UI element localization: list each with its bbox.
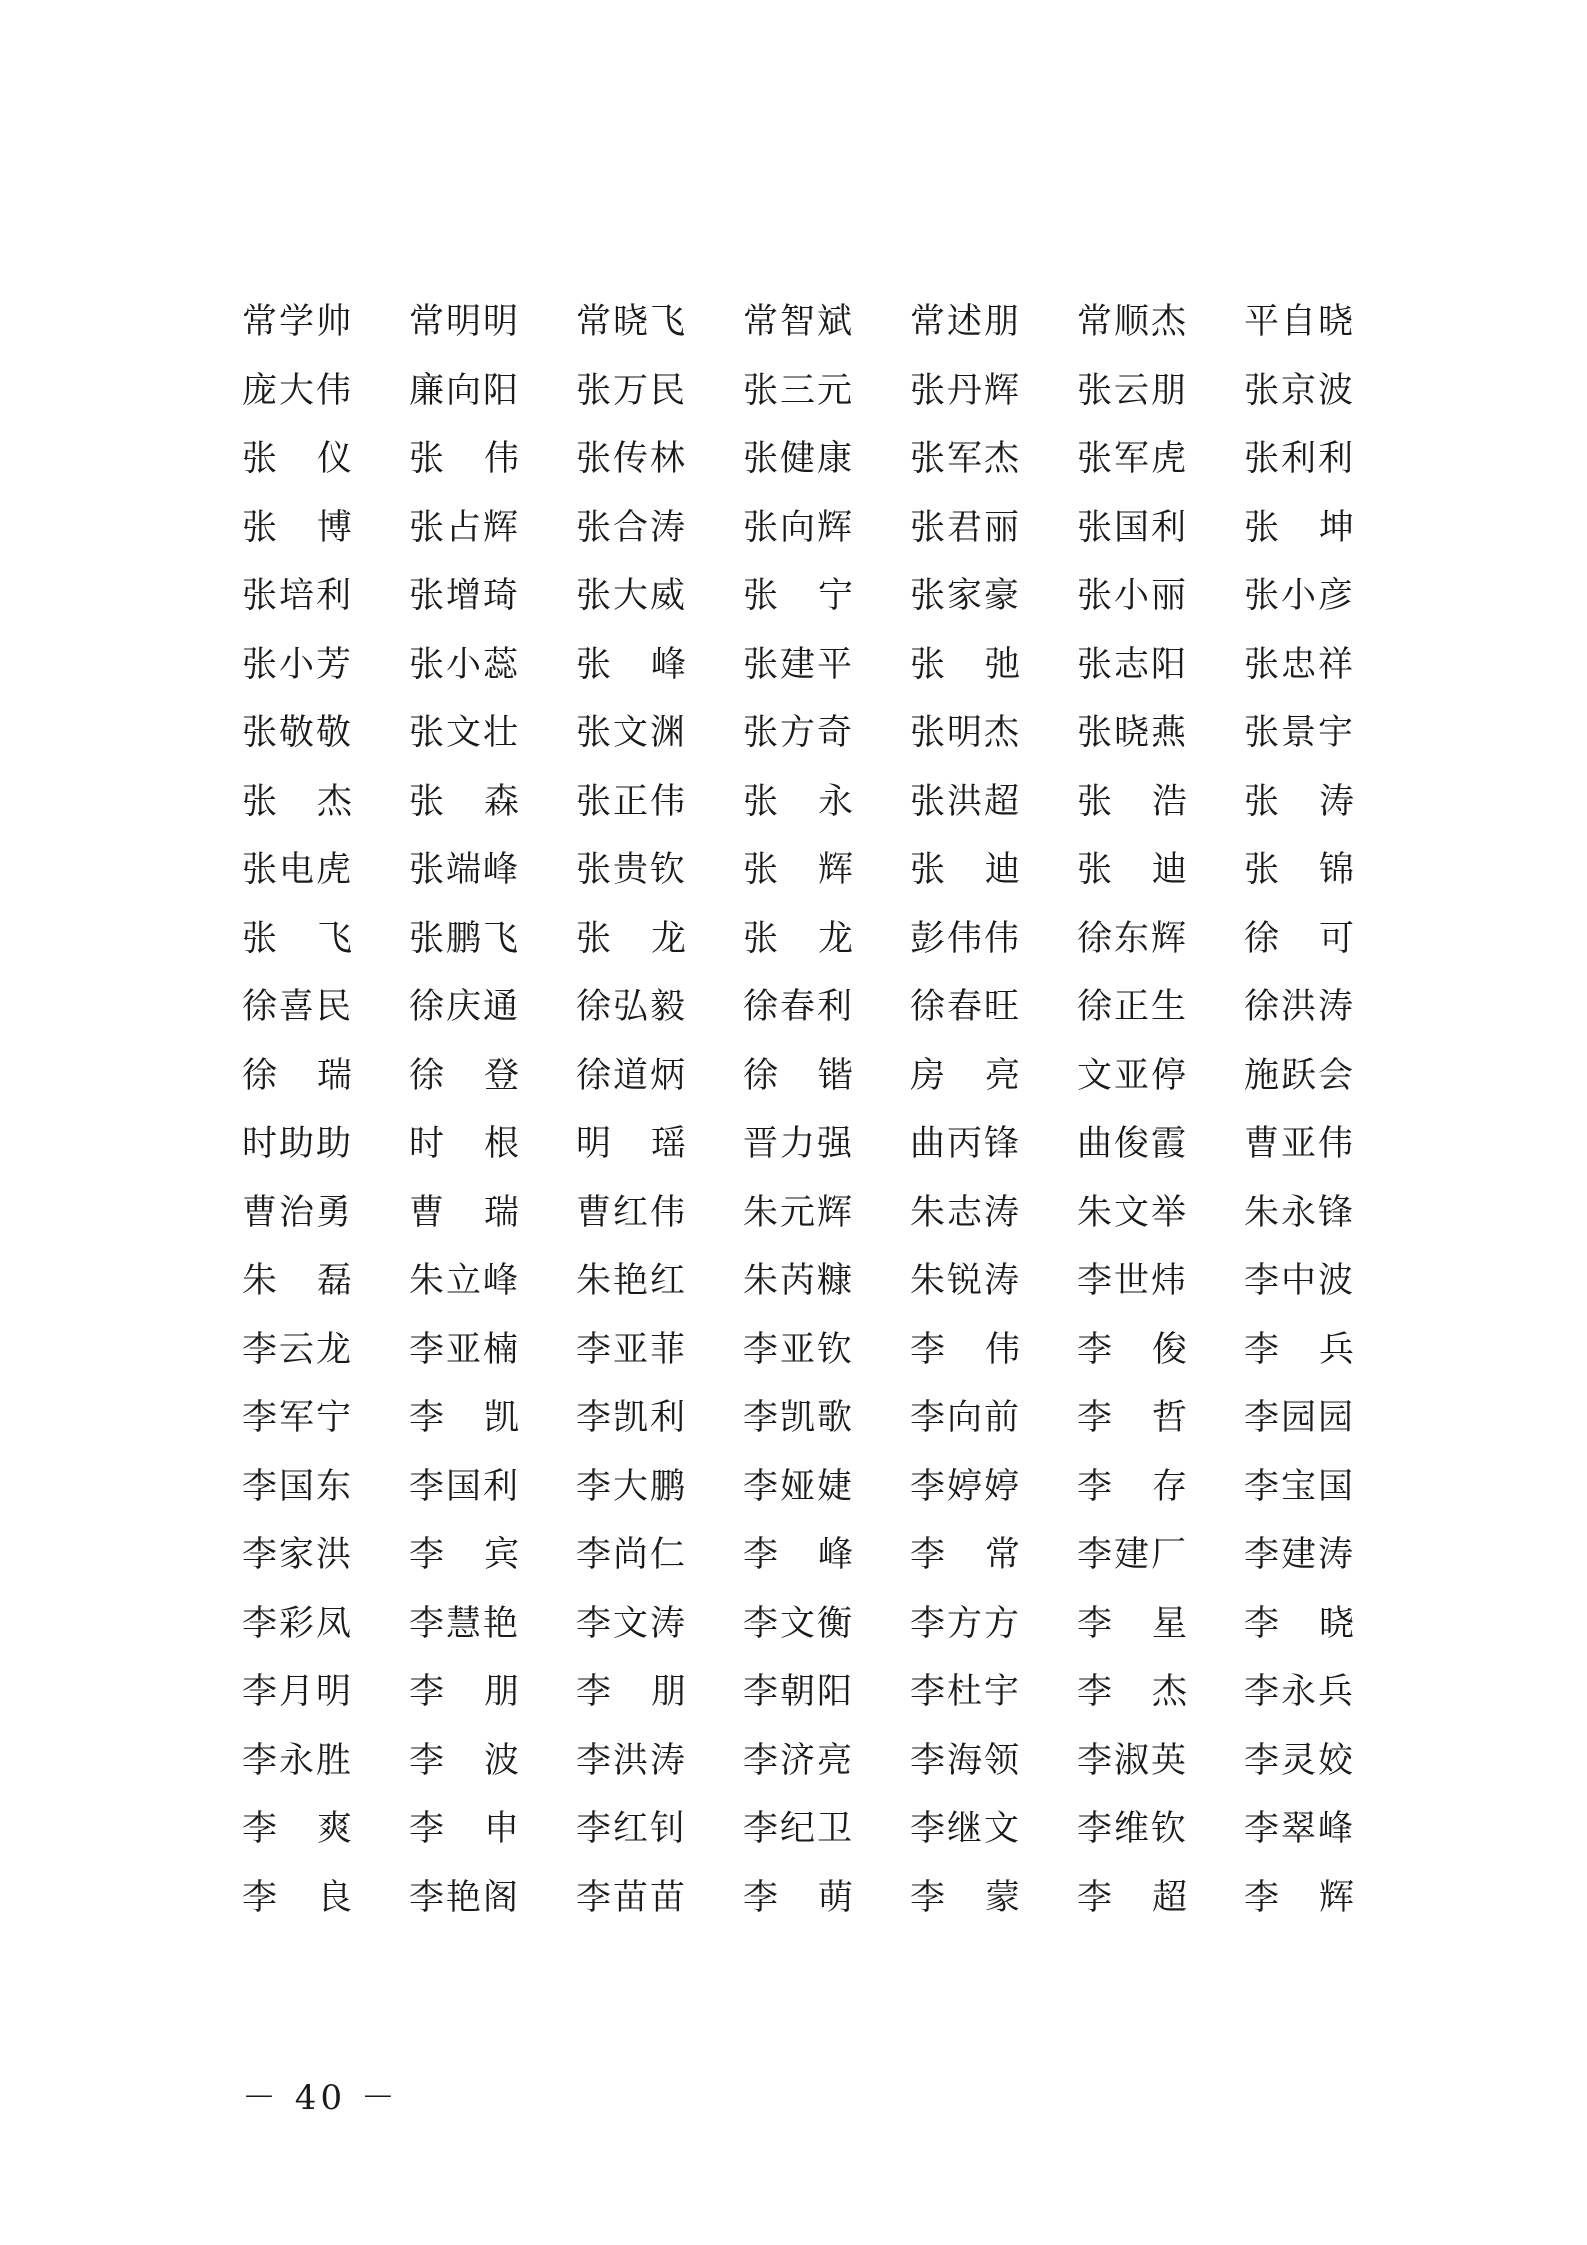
name-entry: 常晓飞 — [576, 302, 688, 342]
name-entry: 李 星 — [1077, 1603, 1187, 1644]
name-entry: 张 伟 — [409, 439, 519, 479]
name-entry: 李淑英 — [1077, 1740, 1189, 1781]
name-entry: 平自晓 — [1244, 302, 1356, 342]
name-entry: 张云朋 — [1077, 370, 1189, 411]
name-entry: 张晓燕 — [1077, 713, 1189, 753]
name-entry: 张鹏飞 — [409, 918, 521, 959]
name-entry: 朱艳红 — [576, 1261, 688, 1301]
name-entry: 徐 可 — [1244, 918, 1354, 959]
name-entry: 廉向阳 — [409, 370, 521, 411]
name-entry: 李 萌 — [743, 1877, 853, 1918]
name-entry: 李永兵 — [1244, 1672, 1356, 1712]
name-entry: 李翠峰 — [1244, 1809, 1356, 1849]
name-entry: 李 朋 — [409, 1672, 519, 1712]
name-entry: 李 宾 — [409, 1535, 519, 1575]
name-entry: 常述朋 — [910, 302, 1022, 342]
name-entry: 李国利 — [409, 1466, 521, 1507]
name-entry: 张小芳 — [242, 644, 354, 685]
name-entry: 李纪卫 — [743, 1809, 855, 1849]
name-entry: 朱文举 — [1077, 1192, 1189, 1233]
name-entry: 朱元辉 — [743, 1192, 855, 1233]
name-entry: 李文衡 — [743, 1603, 855, 1644]
name-entry: 徐东辉 — [1077, 918, 1189, 959]
name-entry: 徐喜民 — [242, 987, 354, 1027]
name-entry: 李永胜 — [242, 1740, 354, 1781]
name-entry: 张 龙 — [576, 918, 686, 959]
name-entry: 张忠祥 — [1244, 644, 1356, 685]
name-entry: 张军虎 — [1077, 439, 1189, 479]
name-entry: 张丹辉 — [910, 370, 1022, 411]
name-entry: 张景宇 — [1244, 713, 1356, 753]
name-entry: 徐春旺 — [910, 987, 1022, 1027]
name-entry: 李大鹏 — [576, 1466, 688, 1507]
page-number: － 40 － — [242, 2078, 399, 2118]
name-entry: 李 峰 — [743, 1535, 853, 1575]
name-entry: 李建厂 — [1077, 1535, 1189, 1575]
name-list — [242, 294, 1362, 1938]
name-entry: 李 蒙 — [910, 1877, 1020, 1918]
name-entry: 张 峰 — [576, 644, 686, 685]
name-entry: 张增琦 — [409, 576, 521, 616]
name-entry: 李亚菲 — [576, 1329, 688, 1370]
name-entry: 张 辉 — [743, 850, 853, 890]
name-entry: 张 永 — [743, 781, 853, 822]
name-entry: 朱志涛 — [910, 1192, 1022, 1233]
name-entry: 张培利 — [242, 576, 354, 616]
name-entry: 徐弘毅 — [576, 987, 688, 1027]
name-entry: 徐 瑞 — [242, 1055, 352, 1096]
name-entry: 张军杰 — [910, 439, 1022, 479]
name-entry: 李 常 — [910, 1535, 1020, 1575]
name-entry: 李尚仁 — [576, 1535, 688, 1575]
name-entry: 张端峰 — [409, 850, 521, 890]
name-entry: 李国东 — [242, 1466, 354, 1507]
name-entry: 李 爽 — [242, 1809, 352, 1849]
name-entry: 张文渊 — [576, 713, 688, 753]
name-entry: 李 凯 — [409, 1398, 519, 1438]
name-entry: 朱锐涛 — [910, 1261, 1022, 1301]
name-entry: 李婷婷 — [910, 1466, 1022, 1507]
name-entry: 李家洪 — [242, 1535, 354, 1575]
name-entry: 朱立峰 — [409, 1261, 521, 1301]
name-entry: 曹 瑞 — [409, 1192, 519, 1233]
name-entry: 李维钦 — [1077, 1809, 1189, 1849]
name-entry: 张传林 — [576, 439, 688, 479]
name-entry: 张 博 — [242, 507, 352, 548]
name-entry: 张 飞 — [242, 918, 352, 959]
name-entry: 房 亮 — [910, 1055, 1020, 1096]
name-entry: 李军宁 — [242, 1398, 354, 1438]
name-entry: 李洪涛 — [576, 1740, 688, 1781]
name-entry: 张国利 — [1077, 507, 1189, 548]
name-entry: 李 良 — [242, 1877, 352, 1918]
name-entry: 张小蕊 — [409, 644, 521, 685]
name-entry: 明 瑶 — [576, 1124, 686, 1164]
name-entry: 李向前 — [910, 1398, 1022, 1438]
name-entry: 张洪超 — [910, 781, 1022, 822]
name-entry: 张 宁 — [743, 576, 853, 616]
name-entry: 张方奇 — [743, 713, 855, 753]
name-entry: 张 迪 — [910, 850, 1020, 890]
name-entry: 曲俊霞 — [1077, 1124, 1189, 1164]
name-entry: 徐正生 — [1077, 987, 1189, 1027]
name-entry: 李 辉 — [1244, 1877, 1354, 1918]
name-entry: 张 坤 — [1244, 507, 1354, 548]
name-entry: 张志阳 — [1077, 644, 1189, 685]
name-entry: 朱 磊 — [242, 1261, 352, 1301]
name-entry: 李海领 — [910, 1740, 1022, 1781]
name-entry: 徐 登 — [409, 1055, 519, 1096]
name-entry: 李月明 — [242, 1672, 354, 1712]
name-entry: 张电虎 — [242, 850, 354, 890]
name-entry: 彭伟伟 — [910, 918, 1022, 959]
name-entry: 张 仪 — [242, 439, 352, 479]
name-entry: 李朝阳 — [743, 1672, 855, 1712]
name-entry: 张 弛 — [910, 644, 1020, 685]
name-entry: 李方方 — [910, 1603, 1022, 1644]
name-entry: 徐庆通 — [409, 987, 521, 1027]
name-entry: 李世炜 — [1077, 1261, 1189, 1301]
name-entry: 李苗苗 — [576, 1877, 688, 1918]
name-entry: 施跃会 — [1244, 1055, 1356, 1096]
name-entry: 文亚停 — [1077, 1055, 1189, 1096]
name-entry: 朱永锋 — [1244, 1192, 1356, 1233]
name-entry: 张合涛 — [576, 507, 688, 548]
name-entry: 常明明 — [409, 302, 521, 342]
name-entry: 徐洪涛 — [1244, 987, 1356, 1027]
name-entry: 徐春利 — [743, 987, 855, 1027]
name-entry: 曹红伟 — [576, 1192, 688, 1233]
name-entry: 李娅婕 — [743, 1466, 855, 1507]
name-entry: 张小彦 — [1244, 576, 1356, 616]
name-entry: 李灵姣 — [1244, 1740, 1356, 1781]
name-entry: 李济亮 — [743, 1740, 855, 1781]
name-entry: 庞大伟 — [242, 370, 354, 411]
name-entry: 李 伟 — [910, 1329, 1020, 1370]
name-entry: 李建涛 — [1244, 1535, 1356, 1575]
name-entry: 张健康 — [743, 439, 855, 479]
name-entry: 曹亚伟 — [1244, 1124, 1356, 1164]
name-entry: 张万民 — [576, 370, 688, 411]
name-entry: 张正伟 — [576, 781, 688, 822]
name-entry: 张君丽 — [910, 507, 1022, 548]
name-entry: 李 兵 — [1244, 1329, 1354, 1370]
name-entry: 李 杰 — [1077, 1672, 1187, 1712]
name-entry: 张文壮 — [409, 713, 521, 753]
name-entry: 张明杰 — [910, 713, 1022, 753]
name-entry: 李红钊 — [576, 1809, 688, 1849]
name-entry: 常学帅 — [242, 302, 354, 342]
name-entry: 曲丙锋 — [910, 1124, 1022, 1164]
name-entry: 张向辉 — [743, 507, 855, 548]
name-entry: 李慧艳 — [409, 1603, 521, 1644]
name-entry: 李宝国 — [1244, 1466, 1356, 1507]
name-entry: 张 浩 — [1077, 781, 1187, 822]
name-entry: 李凯利 — [576, 1398, 688, 1438]
name-entry: 李继文 — [910, 1809, 1022, 1849]
name-entry: 李 哲 — [1077, 1398, 1187, 1438]
name-entry: 李彩凤 — [242, 1603, 354, 1644]
name-entry: 张 迪 — [1077, 850, 1187, 890]
name-entry: 李 俊 — [1077, 1329, 1187, 1370]
name-entry: 张 杰 — [242, 781, 352, 822]
name-entry: 曹治勇 — [242, 1192, 354, 1233]
name-entry: 李中波 — [1244, 1261, 1356, 1301]
name-entry: 常顺杰 — [1077, 302, 1189, 342]
name-entry: 晋力强 — [743, 1124, 855, 1164]
name-entry: 李凯歌 — [743, 1398, 855, 1438]
name-entry: 李艳阁 — [409, 1877, 521, 1918]
name-entry: 张 锦 — [1244, 850, 1354, 890]
name-entry: 李文涛 — [576, 1603, 688, 1644]
name-entry: 李 朋 — [576, 1672, 686, 1712]
name-entry: 李 波 — [409, 1740, 519, 1781]
name-entry: 李园园 — [1244, 1398, 1356, 1438]
name-entry: 张三元 — [743, 370, 855, 411]
name-entry: 李云龙 — [242, 1329, 354, 1370]
name-entry: 时助助 — [242, 1124, 354, 1164]
name-entry: 张占辉 — [409, 507, 521, 548]
name-entry: 徐 锴 — [743, 1055, 853, 1096]
name-entry: 李亚钦 — [743, 1329, 855, 1370]
name-entry: 李 存 — [1077, 1466, 1187, 1507]
name-entry: 李亚楠 — [409, 1329, 521, 1370]
name-entry: 张贵钦 — [576, 850, 688, 890]
name-entry: 李杜宇 — [910, 1672, 1022, 1712]
name-entry: 张建平 — [743, 644, 855, 685]
name-entry: 张京波 — [1244, 370, 1356, 411]
name-entry: 张小丽 — [1077, 576, 1189, 616]
name-entry: 李 申 — [409, 1809, 519, 1849]
name-entry: 张 涛 — [1244, 781, 1354, 822]
name-entry: 张 龙 — [743, 918, 853, 959]
name-entry: 李 晓 — [1244, 1603, 1354, 1644]
name-entry: 徐道炳 — [576, 1055, 688, 1096]
name-entry: 常智斌 — [743, 302, 855, 342]
name-entry: 张 森 — [409, 781, 519, 822]
name-entry: 李 超 — [1077, 1877, 1187, 1918]
name-entry: 张利利 — [1244, 439, 1356, 479]
name-entry: 张大威 — [576, 576, 688, 616]
name-entry: 张敬敬 — [242, 713, 354, 753]
name-entry: 朱芮糠 — [743, 1261, 855, 1301]
name-entry: 时 根 — [409, 1124, 519, 1164]
name-entry: 张家豪 — [910, 576, 1022, 616]
